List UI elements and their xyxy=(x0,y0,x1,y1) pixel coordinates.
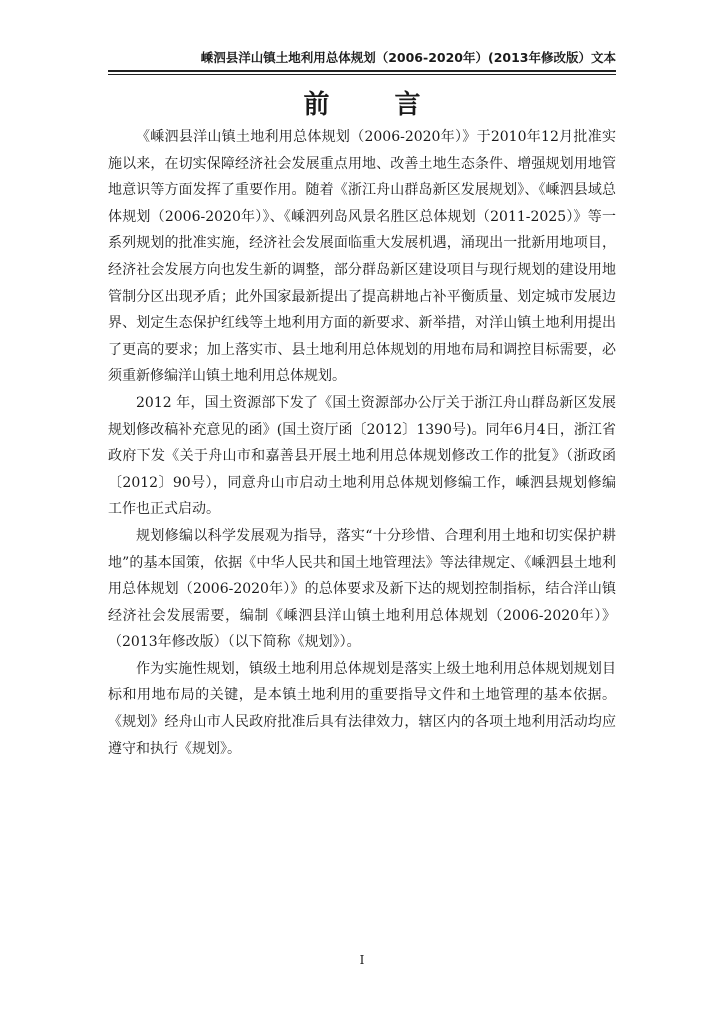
running-header: 嵊泗县洋山镇土地利用总体规划（2006-2020年）(2013年修改版）文本 xyxy=(200,50,616,65)
paragraph-1: 《嵊泗县洋山镇土地利用总体规划（2006-2020年）》于2010年12月批准实施以来，在切实保障经济社会发展重点用地、改善土地生态条件、增强规划用地管地意识等方面发挥了重要作用。随着《浙江舟山群岛新区发展规划》、《嵊泗县域总体规划（2006-2020年）》、《嵊泗列岛风景名胜区总体规划（2011-2025）》等一系列规划的批准实施，经济社会发展面临重大发展机遇，涌现出一批新用地项目，经济社会发展方向也发生新的调整，部分群岛新区建设项目与现行规划的建设用地管制分区出现矛盾；此外国家最新提出了提高耕地占补平衡质量、划定城市发展边界、划定生态保护红线等土地利用方面的新要求、新举措，对洋山镇土地利用提出了更高的要求；加上落实市、县土地利用总体规划的用地布局和调控目标需要，必须重新修编洋山镇土地利用总体规划。 xyxy=(108,129,616,385)
paragraph-3: 规划修编以科学发展观为指导，落实“十分珍惜、合理利用土地和切实保护耕地”的基本国策，依据《中华人民共和国土地管理法》等法律规定、《嵊泗县土地利用总体规划（2006-2020年）》的总体要求及新下达的规划控制指标，结合洋山镇经济社会发展需要，编制《嵊泗县洋山镇土地利用总体规划（2006-2020年）》（2013年修改版）（以下简称《规划》）。 xyxy=(108,527,616,651)
page-number: I xyxy=(359,953,365,967)
body-text xyxy=(108,124,616,762)
header-rule-thin xyxy=(108,74,616,75)
page-title: 前 言 xyxy=(303,90,449,120)
header-rule xyxy=(108,70,616,72)
paragraph-2: 2012 年，国土资源部下发了《国土资源部办公厅关于浙江舟山群岛新区发展规划修改稿补充意见的函》(国土资厅函〔2012〕1390号)。同年6月4日，浙江省政府下发《关于舟山市和嘉善县开展土地利用总体规划修改工作的批复》（浙政函〔2012〕90号），同意舟山市启动土地利用总体规划修编工作，嵊泗县规划修编工作也正式启动。 xyxy=(108,394,616,518)
paragraph-4: 作为实施性规划，镇级土地利用总体规划是落实上级土地利用总体规划规划目标和用地布局的关键，是本镇土地利用的重要指导文件和土地管理的基本依据。《规划》经舟山市人民政府批准后具有法律效力，辖区内的各项土地利用活动均应遵守和执行《规划》。 xyxy=(108,660,616,757)
